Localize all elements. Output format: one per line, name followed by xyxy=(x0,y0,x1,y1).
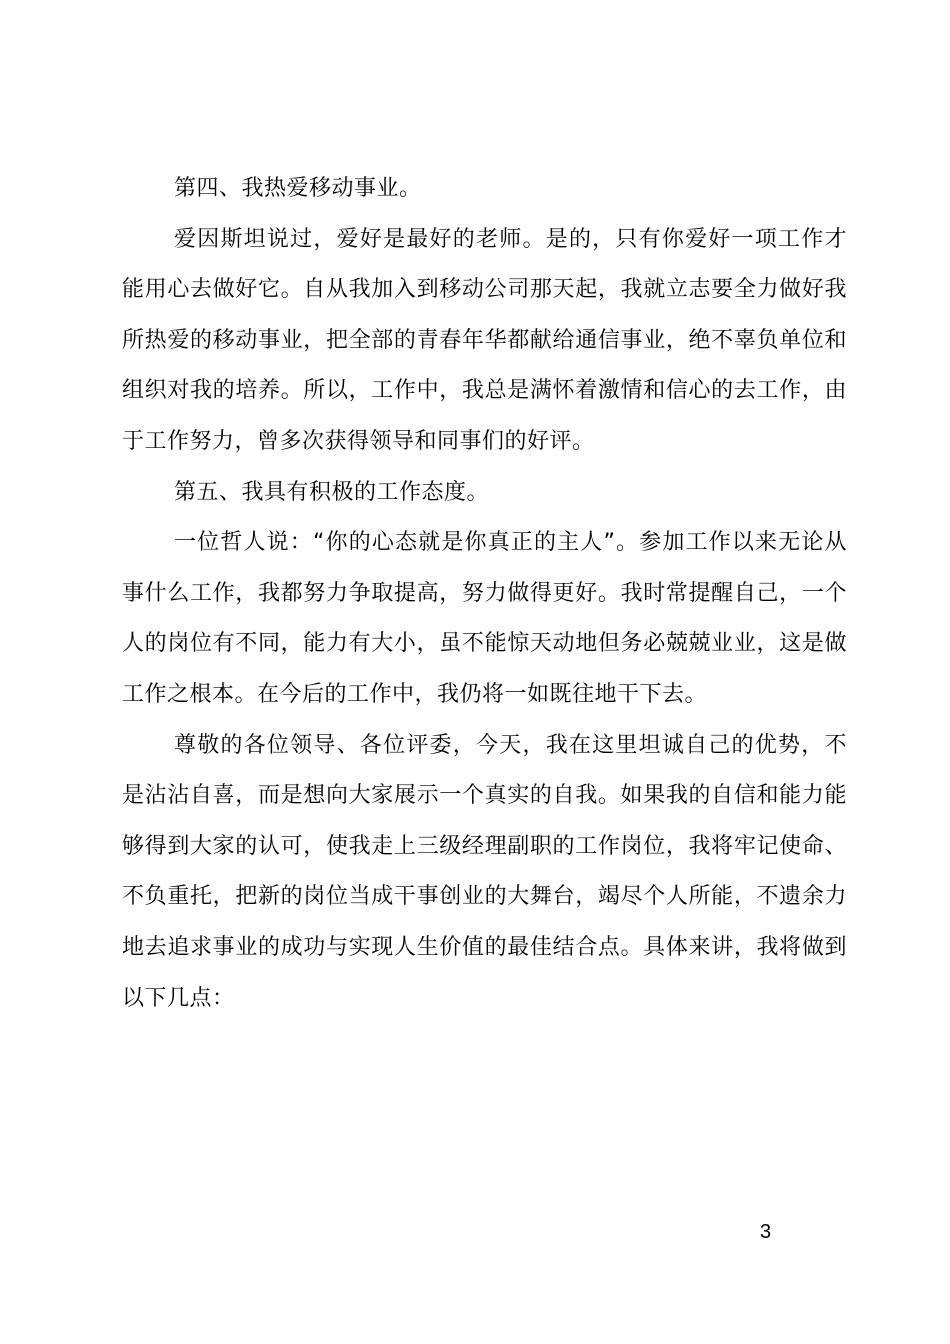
document-body xyxy=(122,164,847,1024)
paragraph-heading-five: 第五、我具有积极的工作态度。 xyxy=(174,479,490,505)
page-number: 3 xyxy=(760,1221,772,1243)
paragraph-philosopher: 一位哲人说：“你的心态就是你真正的主人”。参加工作以来无论从事什么工作，我都努力争取提高，努力做得更好。我时常提醒自己，一个人的岗位有不同，能力有大小，虽不能惊天动地但务必兢兢业业，这是做工作之根本。在今后的工作中，我仍将一如既往地干下去。 xyxy=(122,530,847,707)
paragraph-heading-four: 第四、我热爱移动事业。 xyxy=(174,176,422,201)
paragraph-closing: 尊敬的各位领导、各位评委，今天，我在这里坦诚自己的优势，不是沾沾自喜，而是想向大家展示一个真实的自我。如果我的自信和能力能够得到大家的认可，使我走上三级经理副职的工作岗位，我将牢记使命、不负重托，把新的岗位当成干事创业的大舞台，竭尽个人所能，不遗余力地去追求事业的成功与实现人生价值的最佳结合点。具体来讲，我将做到以下几点： xyxy=(122,732,847,1011)
paragraph-einstein: 爱因斯坦说过，爱好是最好的老师。是的，只有你爱好一项工作才能用心去做好它。自从我加入到移动公司那天起，我就立志要全力做好我所热爱的移动事业，把全部的青春年华都献给通信事业，绝不辜负单位和组织对我的培养。所以，工作中，我总是满怀着激情和信心的去工作，由于工作努力，曾多次获得领导和同事们的好评。 xyxy=(122,226,847,454)
